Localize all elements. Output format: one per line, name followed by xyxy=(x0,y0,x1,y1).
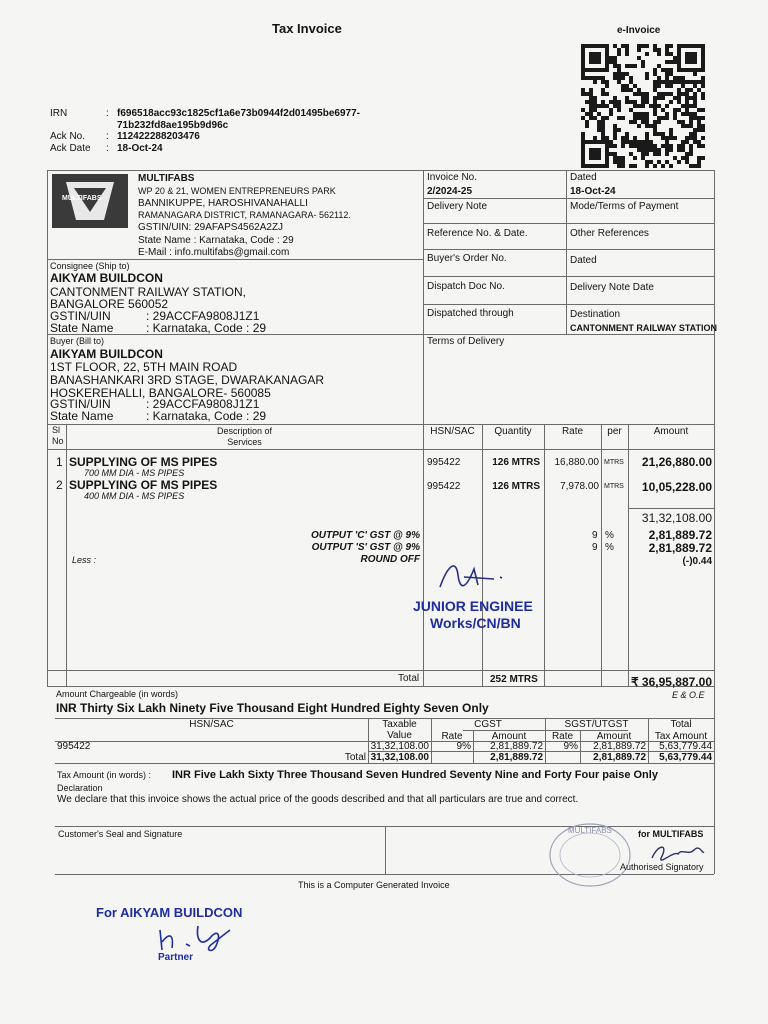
invoice-no-label: Invoice No. xyxy=(427,172,478,183)
dispatch-doc-label: Dispatch Doc No. xyxy=(427,281,505,292)
buyer-state: : Karnataka, Code : 29 xyxy=(146,409,267,423)
seller-address-2: BANNIKUPPE, HAROSHIVANAHALLI xyxy=(138,198,308,209)
authorised-signatory-label: Authorised Signatory xyxy=(620,862,704,872)
tax-col-sgst: SGST/UTGST xyxy=(564,719,629,730)
customer-seal-label: Customer's Seal and Signature xyxy=(58,829,183,839)
consignee-address-2: BANGALORE 560052 xyxy=(50,297,169,311)
seal-text: MULTIFABS xyxy=(568,826,612,835)
col-rate: Rate xyxy=(561,426,584,437)
col-quantity: Quantity xyxy=(494,426,532,437)
tax-total-amount: 5,63,779.44 xyxy=(659,752,712,763)
seller-gstin: GSTIN/UIN: 29AFAPS4562A2ZJ xyxy=(138,222,284,233)
engineer-signature xyxy=(434,555,514,595)
tax-col-value: Value xyxy=(387,730,412,741)
dated-label: Dated xyxy=(570,172,597,183)
seller-state: State Name : Karnataka, Code : 29 xyxy=(138,235,294,246)
buyer-stamp-partner: Partner xyxy=(158,952,194,963)
seller-address-3: RAMANAGARA DISTRICT, RAMANAGARA- 562112. xyxy=(138,210,351,220)
order-dated-label: Dated xyxy=(570,255,597,266)
cgst-rate: 9 xyxy=(592,530,598,541)
terms-of-delivery-label: Terms of Delivery xyxy=(427,336,505,347)
tax-col-sgst-amount: Amount xyxy=(596,731,632,742)
col-description-2: Services xyxy=(227,437,262,447)
tax-col-cgst: CGST xyxy=(474,719,502,730)
col-description: Description of xyxy=(216,426,273,436)
item-per: MTRS xyxy=(604,483,624,490)
col-hsn: HSN/SAC xyxy=(430,426,475,437)
round-off-label: ROUND OFF xyxy=(360,554,420,565)
item-amount: 21,26,880.00 xyxy=(641,455,712,469)
item-rate: 7,978.00 xyxy=(560,481,599,492)
other-references-label: Other References xyxy=(570,228,649,239)
consignee-gstin-label: GSTIN/UIN xyxy=(50,309,111,323)
tax-col-cgst-amount: Amount xyxy=(491,731,527,742)
dispatched-through-label: Dispatched through xyxy=(427,308,514,319)
tax-col-total-amount: Tax Amount xyxy=(654,731,708,742)
tax-words-label: Tax Amount (in words) : xyxy=(57,770,152,780)
declaration-label: Declaration xyxy=(57,783,103,793)
tax-row-total: 5,63,779.44 xyxy=(659,741,712,752)
total-quantity: 252 MTRS xyxy=(490,674,538,685)
tax-amount-in-words: INR Five Lakh Sixty Three Thousand Seven Hundred Seventy Nine and Forty Four paise Only xyxy=(172,769,658,781)
item-sub: 400 MM DIA - MS PIPES xyxy=(84,491,185,501)
sgst-amount: 2,81,889.72 xyxy=(648,541,712,555)
item-no: 1 xyxy=(56,455,63,469)
total-label: Total xyxy=(398,673,420,684)
subtotal-amount: 31,32,108.00 xyxy=(641,511,712,525)
cgst-percent: % xyxy=(605,530,614,541)
seller-address-1: WP 20 & 21, WOMEN ENTREPRENEURS PARK xyxy=(138,186,336,196)
tax-total-taxable: 31,32,108.00 xyxy=(370,752,429,763)
irn-label: IRN xyxy=(50,108,68,119)
buyer-label: Buyer (Bill to) xyxy=(50,336,105,346)
buyer-state-label: State Name xyxy=(50,409,114,423)
amount-in-words: INR Thirty Six Lakh Ninety Five Thousand Eight Hundred Eighty Seven Only xyxy=(56,701,489,715)
dated-value: 18-Oct-24 xyxy=(570,186,616,197)
invoice-page: Tax Invoice e-Invoice IRN : f696518acc93c1825cf1a6e73b0944f2d01495be6977- 71b232fd8ae195b9d96c Ack No. : 112422288203476 Ack Date : 18-Oct-24 MULTIFABS MULTIFABS WP 20 & 21, WOMEN ENTREPRENEURS PARK BANNIKUPPE, HAROSHIVANAHALLI RAMANAGARA DISTRICT, RAMANAGARA- 562112. GSTIN/UIN: 29AFAPS4562A2ZJ State Name : Karnataka, Code : 29 E-Mail : info.multifabs@gmail.com Invoice No. 2/2024-25 Dated 18-Oct-24 Delivery Note Mode/Terms of Payment Reference No. & Date. Other References Buyer's Order No. Dated Dispatch Doc No. Delivery Note Date Dispatched through Destination CANTONMENT RAILWAY STATION Terms of Delivery Consignee (Ship to) AIKYAM BUILDCON CANTONMENT RAILWAY STATION, BANGALORE 560052 GSTIN/UIN : 29ACCFA9808J1Z1 State Name : Karnataka, Code : 29 Buyer (Bill to) AIKYAM BUILDCON 1ST FLOOR, 22, 5TH MAIN ROAD BANASHANKARI 3RD STAGE, DWARAKANAGAR HOSKEREHALLI, BANGALORE- 560085 GSTIN/UIN : 29ACCFA9808J1Z1 State Name : Karnataka, Code : 29 Sl No Description of Services HSN/SAC Quantity Rate per Amount 1 SUPPLYING OF MS PIPES 700 MM DIA - MS PIPES 995422 126 MTRS 16,880.00 MTRS 21,26,880.00 2 SUPPLYING OF MS PIPES 400 MM DIA - MS PIPES 995422 126 MTRS 7,978.00 MTRS 10,05,228.00 31,32,108.00 OUTPUT 'C' GST @ 9% 9 % 2,81,889.72 OUTPUT 'S' GST @ 9% 9 % 2,81,889.72 Less : ROUND OFF (-)0.44 JUNIOR ENGINEE Works/CN/BN Total 252 MTRS ₹ 36,95,887.00 Amount Chargeable (in words) E & O.E INR Thirty Six Lakh Ninety Five Thousand Eight Hundred Eighty Seven Only HSN/SAC Taxable Value CGST SGST/UTGST Total Rate Amount Rate Amount Tax Amount 995422 31,32,108.00 9% 2,81,889.72 9% 2,81,889.72 5,63,779.44 Total 31,32,108.00 2,81,889.72 2,81,889.72 5,63,779.44 Tax Amount (in words) : INR Five Lakh Sixty Three Thousand Seven Hundred Seventy Nine and Forty Four paise Only Declaration We declare that this invoice shows the actual price of the goods described and that all particulars are true and correct. Customer's Seal and Signature for MULTIFABS MULTIFABS Authorised Signatory This is a Computer Generated Invoice For AIKYAM BUILDCON Partner xyxy=(0,0,768,1024)
buyer-name: AIKYAM BUILDCON xyxy=(50,347,163,361)
consignee-state: : Karnataka, Code : 29 xyxy=(146,321,267,335)
engineer-stamp-line-1: JUNIOR ENGINEE xyxy=(413,598,533,614)
multifabs-logo xyxy=(52,174,128,228)
computer-generated-note: This is a Computer Generated Invoice xyxy=(298,880,450,890)
buyer-address-2: BANASHANKARI 3RD STAGE, DWARAKANAGAR xyxy=(50,373,325,387)
tax-total-label: Total xyxy=(344,752,366,763)
tax-row-cgst-rate: 9% xyxy=(456,741,471,752)
buyer-gstin-label: GSTIN/UIN xyxy=(50,397,111,411)
item-rate: 16,880.00 xyxy=(554,457,599,468)
tax-row-hsn: 995422 xyxy=(57,741,91,752)
seller-email: E-Mail : info.multifabs@gmail.com xyxy=(138,247,290,258)
ack-date-value: 18-Oct-24 xyxy=(117,143,163,154)
delivery-note-date-label: Delivery Note Date xyxy=(570,282,654,293)
ack-date-label: Ack Date xyxy=(50,143,91,154)
round-off-amount: (-)0.44 xyxy=(682,556,712,567)
tax-row-cgst-amount: 2,81,889.72 xyxy=(490,741,543,752)
tax-col-total: Total xyxy=(670,719,692,730)
engineer-stamp-line-2: Works/CN/BN xyxy=(430,615,521,631)
for-company-label: for MULTIFABS xyxy=(638,829,704,839)
ack-no-value: 112422288203476 xyxy=(117,131,200,142)
logo-text: MULTIFABS xyxy=(62,195,102,202)
buyer-gstin: : 29ACCFA9808J1Z1 xyxy=(146,397,260,411)
buyer-order-label: Buyer's Order No. xyxy=(427,253,507,264)
item-amount: 10,05,228.00 xyxy=(641,480,712,494)
tax-row-taxable: 31,32,108.00 xyxy=(370,741,429,752)
sgst-label: OUTPUT 'S' GST @ 9% xyxy=(311,542,420,553)
sgst-percent: % xyxy=(605,542,614,553)
invoice-no-value: 2/2024-25 xyxy=(427,186,473,197)
tax-col-cgst-rate: Rate xyxy=(441,731,463,742)
mode-terms-label: Mode/Terms of Payment xyxy=(570,201,679,212)
destination-label: Destination xyxy=(570,309,621,320)
consignee-label: Consignee (Ship to) xyxy=(50,261,130,271)
buyer-address-1: 1ST FLOOR, 22, 5TH MAIN ROAD xyxy=(50,360,238,374)
einvoice-label: e-Invoice xyxy=(617,25,661,36)
company-seal xyxy=(546,820,634,890)
tax-total-sgst: 2,81,889.72 xyxy=(593,752,646,763)
item-name: SUPPLYING OF MS PIPES xyxy=(69,455,218,469)
tax-row-sgst-amount: 2,81,889.72 xyxy=(593,741,646,752)
qr-code xyxy=(578,44,708,168)
item-qty: 126 MTRS xyxy=(492,457,540,468)
item-sub: 700 MM DIA - MS PIPES xyxy=(84,468,185,478)
amount-words-label: Amount Chargeable (in words) xyxy=(56,689,179,699)
col-sl: Sl xyxy=(52,425,61,435)
tax-col-taxable: Taxable xyxy=(382,719,417,730)
destination-value: CANTONMENT RAILWAY STATION xyxy=(570,323,718,333)
tax-col-sgst-rate: Rate xyxy=(551,731,574,742)
authorised-signature xyxy=(648,840,708,864)
total-amount: ₹ 36,95,887.00 xyxy=(630,675,712,689)
irn-value-2: 71b232fd8ae195b9d96c xyxy=(117,120,229,131)
col-amount: Amount xyxy=(653,426,689,437)
eoe-label: E & O.E xyxy=(672,690,705,700)
less-label: Less : xyxy=(72,555,97,565)
cgst-label: OUTPUT 'C' GST @ 9% xyxy=(311,530,420,541)
col-per: per xyxy=(607,426,622,437)
invoice-title: Tax Invoice xyxy=(272,21,342,36)
tax-col-hsn: HSN/SAC xyxy=(189,719,234,730)
item-no: 2 xyxy=(56,478,63,492)
item-per: MTRS xyxy=(604,459,624,466)
sgst-rate: 9 xyxy=(592,542,598,553)
buyer-address-3: HOSKEREHALLI, BANGALORE- 560085 xyxy=(50,386,271,400)
tax-total-cgst: 2,81,889.72 xyxy=(490,752,543,763)
consignee-address-1: CANTONMENT RAILWAY STATION, xyxy=(50,285,247,299)
item-name: SUPPLYING OF MS PIPES xyxy=(69,478,218,492)
reference-label: Reference No. & Date. xyxy=(427,228,528,239)
ack-no-label: Ack No. xyxy=(50,131,86,142)
item-hsn: 995422 xyxy=(427,457,461,468)
seller-name: MULTIFABS xyxy=(138,173,195,184)
declaration-text: We declare that this invoice shows the actual price of the goods described and that all particulars are true and correct. xyxy=(57,794,579,805)
irn-value-1: f696518acc93c1825cf1a6e73b0944f2d01495be6977- xyxy=(117,108,360,119)
item-hsn: 995422 xyxy=(427,481,461,492)
consignee-name: AIKYAM BUILDCON xyxy=(50,271,163,285)
col-no: No xyxy=(52,436,64,446)
delivery-note-label: Delivery Note xyxy=(427,201,488,212)
tax-row-sgst-rate: 9% xyxy=(563,741,578,752)
cgst-amount: 2,81,889.72 xyxy=(648,528,712,542)
buyer-stamp-line-1: For AIKYAM BUILDCON xyxy=(96,905,243,920)
consignee-state-label: State Name xyxy=(50,321,114,335)
item-qty: 126 MTRS xyxy=(492,481,540,492)
consignee-gstin: : 29ACCFA9808J1Z1 xyxy=(146,309,260,323)
